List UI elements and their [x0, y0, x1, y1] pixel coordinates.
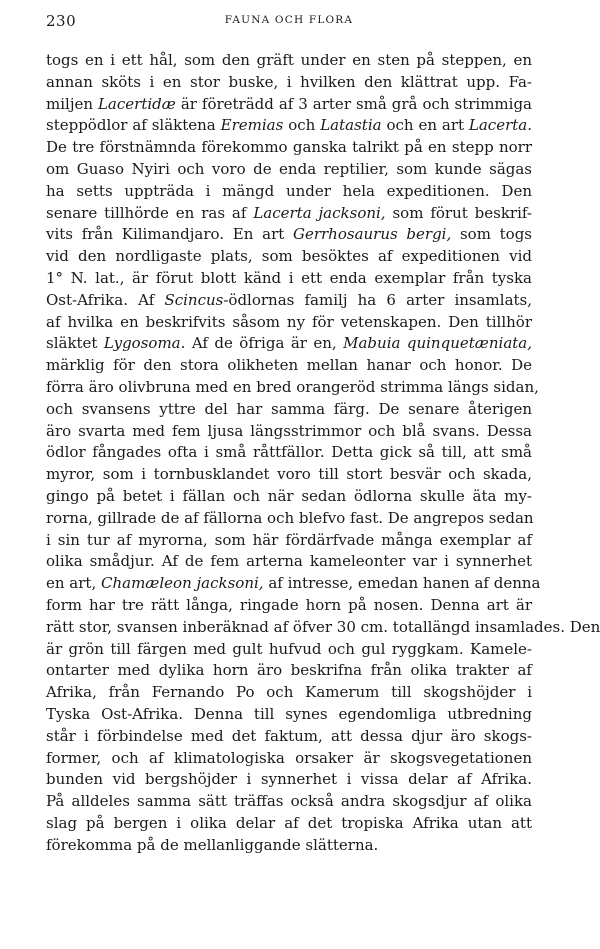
text-line — [46, 769, 532, 791]
text-fragment: steppödlor af släktena — [46, 116, 221, 135]
text-line — [46, 137, 532, 159]
running-title: FAUNA OCH FLORA — [224, 14, 354, 26]
text-line — [46, 617, 600, 639]
text-line — [46, 224, 532, 246]
text-line — [46, 268, 532, 290]
text-line — [46, 399, 532, 421]
text-fragment: De tre förstnämnda förekommo ganska talrikt på en stepp norr — [46, 138, 532, 157]
text-fragment: På alldeles samma sätt träffas också andra skogsdjur af olika — [46, 792, 532, 811]
text-line — [46, 421, 532, 443]
text-line — [46, 530, 532, 552]
text-fragment: förra äro olivbruna med en bred orangeröd strimma längs sidan, — [46, 377, 539, 396]
text-fragment: miljen — [46, 94, 98, 113]
text-line — [46, 704, 532, 726]
italic-term: Gerrhosaurus bergi, — [292, 225, 452, 244]
text-fragment: vits från Kilimandjaro. En art — [46, 225, 293, 244]
text-line — [46, 573, 541, 595]
text-fragment: myror, som i tornbusklandet voro till stort besvär och skada, — [46, 465, 532, 484]
text-fragment: olika smådjur. Af de fem arterna kameleonter var i synnerhet — [46, 552, 532, 571]
text-fragment: togs en i ett hål, som den gräft under en sten på steppen, en — [46, 51, 532, 69]
text-line — [46, 660, 532, 682]
text-fragment: äro svarta med fem ljusa längsstrimmor och blå svans. Dessa — [46, 421, 532, 440]
text-fragment: Ost-Afrika. Af — [46, 290, 165, 309]
text-fragment: en art, — [46, 574, 101, 593]
body-text — [46, 50, 600, 856]
text-line — [46, 333, 532, 355]
text-fragment: Af de öfriga är en, — [185, 334, 344, 353]
text-fragment: står i förbindelse med det faktum, att dessa djur äro skogs- — [46, 726, 532, 745]
text-fragment: annan sköts i en stor buske, i hvilken den klättrat upp. Fa- — [46, 72, 532, 91]
text-line — [46, 551, 532, 573]
text-fragment: vid den nordligaste plats, som besöktes af expeditionen vid — [46, 247, 532, 266]
text-fragment: ha setts uppträda i mängd under hela expeditionen. Den — [46, 181, 532, 200]
italic-term: Lacerta jacksoni, — [253, 203, 386, 222]
text-fragment: släktet — [46, 334, 104, 353]
text-line — [46, 748, 532, 770]
text-line — [46, 442, 532, 464]
italic-term: Lacerta. — [468, 116, 532, 135]
text-line — [46, 159, 532, 181]
text-line — [46, 290, 532, 312]
text-line — [46, 486, 532, 508]
text-fragment: är företrädd af 3 arter små grå och strimmiga — [175, 94, 532, 113]
text-line — [46, 464, 532, 486]
text-line — [46, 682, 532, 704]
text-fragment: om Guaso Nyiri och voro de enda reptilier, som kunde sägas — [46, 159, 532, 178]
text-fragment: bunden vid bergshöjder i synnerhet i vissa delar af Afrika. — [46, 770, 532, 789]
text-line — [46, 50, 532, 72]
text-fragment: och — [283, 116, 321, 135]
text-fragment: slag på bergen i olika delar af det tropiska Afrika utan att — [46, 813, 532, 832]
text-line — [46, 791, 532, 813]
text-fragment: i sin tur af myrorna, som här fördärfvade många exemplar af — [46, 530, 532, 549]
italic-term: Mabuia quinquetæniata, — [343, 334, 532, 353]
text-fragment: -ödlornas familj ha 6 arter insamlats, — [223, 290, 533, 309]
text-line — [46, 246, 532, 268]
text-fragment: och en art — [381, 116, 469, 135]
text-fragment: rätt stor, svansen inberäknad af öfver 30 cm. totallängd insamlades. Den — [46, 617, 600, 636]
text-line — [46, 595, 532, 617]
text-line — [46, 813, 532, 835]
text-line — [46, 377, 539, 399]
text-fragment: är grön till färgen med gult hufvud och gul ryggkam. Kamele- — [46, 639, 532, 658]
text-line — [46, 203, 532, 225]
text-line — [46, 835, 532, 857]
text-line — [46, 355, 532, 377]
italic-term: Latastia — [320, 116, 382, 135]
text-fragment: förekomma på de mellanliggande slätterna. — [46, 835, 379, 854]
page-number: 230 — [46, 12, 77, 30]
text-fragment: form har tre rätt långa, ringade horn på nosen. Denna art är — [46, 595, 532, 614]
text-line — [46, 508, 532, 530]
text-fragment: af intresse, emedan hanen af denna — [263, 574, 541, 593]
italic-term: Scincus — [164, 290, 224, 309]
italic-term: Lygosoma. — [103, 334, 186, 353]
text-fragment: som förut beskrif- — [385, 203, 532, 222]
text-line — [46, 639, 532, 661]
text-line — [46, 115, 532, 137]
text-line — [46, 94, 532, 116]
text-fragment: senare tillhörde en ras af — [46, 203, 254, 222]
text-fragment: former, och af klimatologiska orsaker är skogsvegetationen — [46, 748, 532, 767]
italic-term: Chamæleon jacksoni, — [100, 574, 264, 593]
italic-term: Lacertidæ — [97, 94, 176, 113]
text-fragment: gingo på betet i fällan och när sedan ödlorna skulle äta my- — [46, 486, 532, 505]
text-line — [46, 312, 532, 334]
text-fragment: som togs — [451, 225, 532, 244]
page-header — [46, 12, 532, 34]
text-line — [46, 181, 532, 203]
text-line — [46, 72, 532, 94]
text-line — [46, 726, 532, 748]
italic-term: Eremias — [220, 116, 284, 135]
text-fragment: och svansens yttre del har samma färg. De senare återigen — [46, 399, 532, 418]
text-fragment: ontarter med dylika horn äro beskrifna från olika trakter af — [46, 661, 532, 680]
text-fragment: märklig för den stora olikheten mellan hanar och honor. De — [46, 356, 532, 375]
text-fragment: ödlor fångades ofta i små råttfällor. Detta gick så till, att små — [46, 443, 532, 462]
text-fragment: 1° N. lat., är förut blott känd i ett enda exemplar från tyska — [46, 268, 532, 287]
text-fragment: Afrika, från Fernando Po och Kamerum till skogshöjder i — [46, 683, 532, 702]
text-fragment: Tyska Ost-Afrika. Denna till synes egendomliga utbredning — [46, 704, 532, 723]
text-fragment: rorna, gillrade de af fällorna och blefvo fast. De angrepos sedan — [46, 508, 534, 527]
text-fragment: af hvilka en beskrifvits såsom ny för vetenskapen. Den tillhör — [46, 312, 532, 331]
